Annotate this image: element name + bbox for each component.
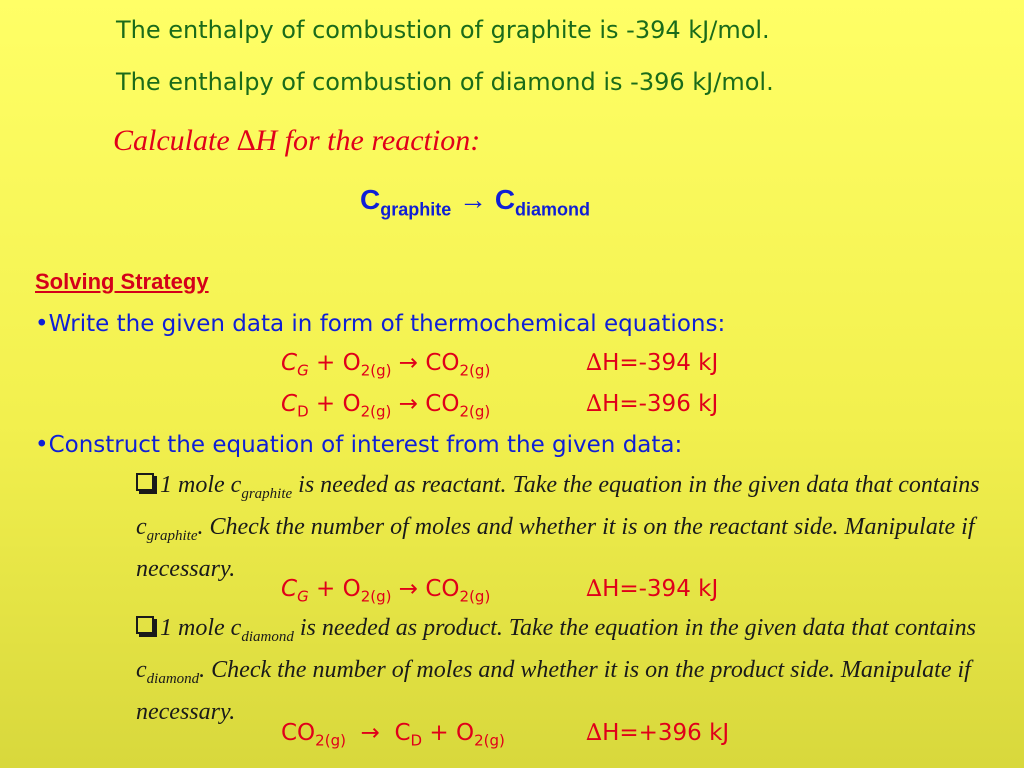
reaction-reactant-sub: graphite: [380, 199, 452, 220]
eq3-co-sub: 2(g): [459, 587, 491, 606]
step-diamond-paragraph: [136, 612, 996, 729]
equation-diamond-combustion: [281, 391, 490, 421]
step2-sub-b: diamond: [146, 670, 200, 687]
step2-sub-a: diamond: [241, 628, 294, 645]
eq1-sub-g: G: [297, 361, 309, 380]
reaction-product-sub: diamond: [515, 199, 591, 220]
step1-text-b: is needed as reactant. Take the equation in the given data that contains c: [136, 472, 980, 540]
equation-diamond-reversed: [281, 720, 505, 750]
reaction-arrow: →: [459, 184, 488, 215]
eq3-o-sub: 2(g): [360, 587, 392, 606]
reaction-product: C: [494, 184, 516, 215]
eq2-species-c: C: [281, 391, 298, 417]
step1-sub-b: graphite: [146, 527, 198, 544]
delta-icon: ∆: [586, 391, 603, 417]
eq4-arrow-c: → C: [345, 720, 411, 746]
bullet-write-data: •Write the given data in form of thermochemical equations:: [35, 311, 726, 337]
eq3-enthalpy: [586, 576, 718, 602]
delta-icon: ∆: [586, 720, 603, 746]
eq1-plus-o: + O: [308, 350, 361, 376]
diamond-enthalpy-text: The enthalpy of combustion of diamond is -396 kJ/mol.: [116, 68, 774, 96]
eq1-enthalpy: [586, 350, 718, 376]
eq4-co-sub: 2(g): [315, 731, 346, 750]
eq1-dh-value: H=-394 kJ: [602, 350, 719, 376]
eq1-species-c: C: [281, 350, 298, 376]
checkbox-square-icon: [136, 473, 154, 491]
step2-text-b: is needed as product. Take the equation in the given data that contains c: [136, 615, 976, 683]
eq2-co-sub: 2(g): [459, 402, 491, 421]
eq4-enthalpy: [586, 720, 729, 746]
eq4-o-sub: 2(g): [474, 731, 505, 750]
step1-text-c: . Check the number of moles and whether it is on the reactant side. Manipulate if necessary.: [136, 513, 975, 582]
eq2-arrow-co: → CO: [391, 391, 460, 417]
eq2-o-sub: 2(g): [360, 402, 392, 421]
eq3-sub-g: G: [297, 587, 309, 606]
solving-strategy-heading: Solving Strategy: [35, 269, 209, 294]
eq4-species-co: CO: [281, 720, 316, 746]
eq2-sub-d: D: [297, 402, 309, 421]
eq1-arrow-co: → CO: [391, 350, 460, 376]
target-reaction: [360, 184, 590, 221]
equation-graphite-combustion: [281, 350, 490, 380]
eq3-arrow-co: → CO: [391, 576, 460, 602]
step1-sub-a: graphite: [241, 485, 293, 502]
eq1-co-sub: 2(g): [459, 361, 491, 380]
reaction-reactant: C: [360, 184, 381, 215]
eq2-plus-o: + O: [308, 391, 361, 417]
eq2-enthalpy: [586, 391, 718, 417]
checkbox-square-icon: [136, 616, 154, 634]
eq3-dh-value: H=-394 kJ: [602, 576, 719, 602]
eq4-c-sub: D: [410, 731, 423, 750]
graphite-enthalpy-text: The enthalpy of combustion of graphite is -394 kJ/mol.: [116, 16, 770, 44]
eq4-dh-value: H=+396 kJ: [602, 720, 730, 746]
eq1-o-sub: 2(g): [360, 361, 392, 380]
equation-graphite-selected: [281, 576, 490, 606]
eq3-plus-o: + O: [308, 576, 361, 602]
step2-text-a: 1 mole c: [160, 615, 242, 641]
eq4-plus-o: + O: [422, 720, 475, 746]
step2-text-c: . Check the number of moles and whether it is on the product side. Manipulate if necessary.: [136, 656, 971, 725]
eq2-dh-value: H=-396 kJ: [602, 391, 719, 417]
eq3-species-c: C: [281, 576, 298, 602]
calculate-prompt: Calculate ∆H for the reaction:: [113, 124, 481, 157]
bullet-construct-equation: •Construct the equation of interest from the given data:: [35, 432, 683, 458]
step1-text-a: 1 mole c: [160, 472, 242, 498]
step-graphite-paragraph: [136, 469, 996, 586]
delta-icon: ∆: [586, 576, 603, 602]
delta-icon: ∆: [586, 350, 603, 376]
